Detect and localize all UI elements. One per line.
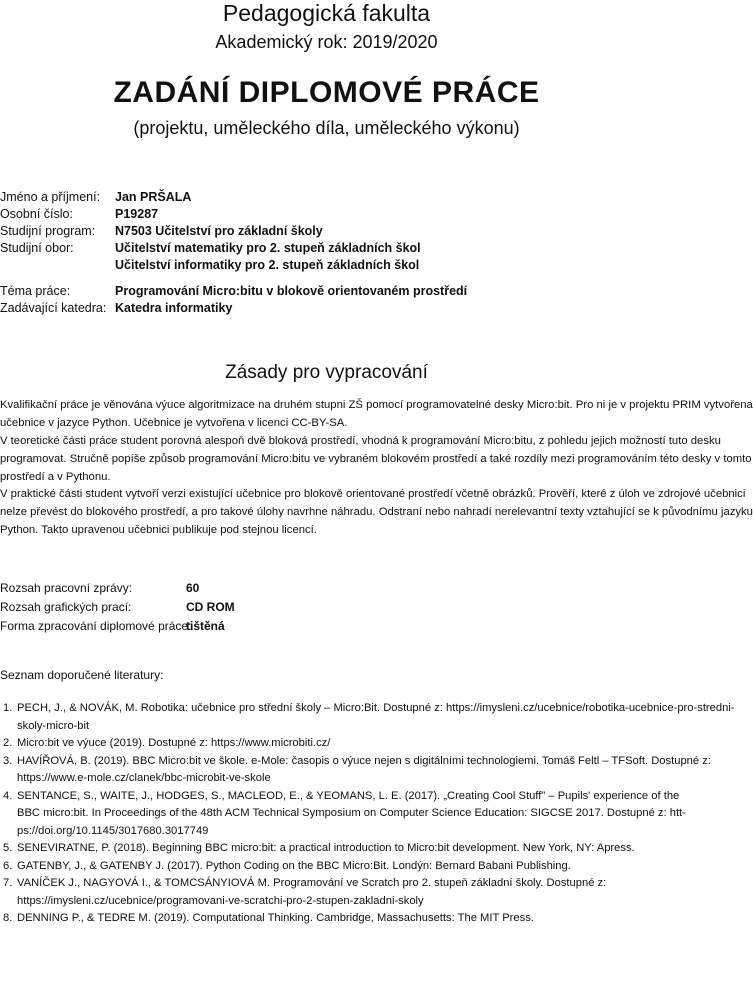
- item-line: Micro:bit ve výuce (2019). Dostupné z: https://www.microbiti.cz/: [17, 737, 331, 749]
- info-row-field: [0, 241, 653, 258]
- item-line: ps://doi.org/10.1145/3017680.3017749: [17, 824, 209, 837]
- item-number: 6.: [3, 859, 13, 872]
- rozsah-label: Rozsah pracovní zprávy:: [0, 581, 133, 595]
- item-line: SENEVIRATNE, P. (2018). Beginning BBC micro:bit: a practical introduction to Micro:bit development. New York, NY: Apress.: [17, 842, 635, 854]
- paragraph-line: učebnice v jazyce Python. Učebnice je vytvořena v licenci CC-BY-SA.: [0, 417, 348, 429]
- rozsah-row: [0, 600, 653, 619]
- info-value: P19287: [115, 207, 159, 221]
- academic-year: Akademický rok: 2019/2020: [215, 32, 438, 52]
- item-number: 5.: [3, 842, 13, 854]
- info-label: Studijní program:: [0, 224, 96, 238]
- item-line: DENNING P., & TEDRE M. (2019). Computational Thinking. Cambridge, Massachusetts: The MIT Press.: [17, 912, 534, 924]
- literature-item: [0, 875, 653, 910]
- paragraph-line: V teoretické části práce student porovná alespoň dvě bloková prostředí, vhodná k programování Micro:bitu, z pohledu jejich možností tuto desku: [0, 435, 721, 447]
- document-subtitle: (projektu, uměleckého díla, uměleckého výkonu): [133, 118, 520, 138]
- info-row-department: [0, 301, 653, 318]
- literature-item: [0, 700, 735, 735]
- literature-list: [0, 700, 735, 928]
- item-number: 8.: [3, 912, 13, 924]
- paragraph-line: prostředí a v Pythonu.: [0, 471, 111, 483]
- item-line: https://www.e-mole.cz/clanek/bbc-microbit-ve-skole: [17, 772, 271, 784]
- info-label: Osobní číslo:: [0, 207, 73, 221]
- item-line: https://imysleni.cz/ucebnice/programovani-ve-scratchi-pro-2-stupen-zakladni-skoly: [17, 894, 424, 907]
- rozsah-label: Forma zpracování diplomové práce:: [0, 619, 192, 633]
- paragraph-line: nelze převést do blokového prostředí, a pro takové úlohy navrhne náhradu. Odstraní nebo nahradí nerelevantní texty vztahující se k původnímu jazyku: [0, 506, 753, 518]
- paragraph-line: V praktické části student vytvoří verzi existující učebnice pro blokově orientované prostředí včetně obrázků. Prověří, které z úloh ve zdrojové učebnici: [0, 488, 746, 500]
- literature-item: [0, 788, 686, 841]
- info-value: Programování Micro:bitu v blokově orientovaném prostředí: [115, 284, 468, 298]
- literature-heading: Seznam doporučené literatury:: [0, 668, 164, 682]
- zasady-heading: Zásady pro vypracování: [225, 362, 428, 383]
- rozsah-row: [0, 581, 653, 600]
- rozsah-section: [0, 581, 653, 638]
- info-label: Jméno a příjmení:: [0, 190, 101, 204]
- item-number: 7.: [3, 877, 13, 889]
- info-value: Učitelství informatiky pro 2. stupeň základních škol: [115, 258, 420, 272]
- student-info: [0, 190, 653, 318]
- zasady-paragraph: [0, 396, 753, 432]
- zasady-paragraph: [0, 432, 752, 486]
- info-value: Učitelství matematiky pro 2. stupeň základních škol: [115, 241, 421, 255]
- rozsah-value: tištěná: [186, 619, 225, 633]
- item-number: 1.: [3, 702, 13, 714]
- info-label: Studijní obor:: [0, 241, 74, 255]
- rozsah-row: [0, 619, 653, 638]
- info-value: Katedra informatiky: [115, 301, 233, 315]
- info-row-program: [0, 224, 653, 241]
- info-row-name: [0, 190, 653, 207]
- paragraph-line: Kvalifikační práce je věnována výuce algoritmizace na druhém stupni ZŠ pomocí programovatelné desky Micro:bit. Pro ni je v projektu PRIM vytvořena: [0, 399, 753, 411]
- literature-item: [0, 858, 653, 876]
- info-label: Zadávající katedra:: [0, 301, 107, 315]
- item-line: BBC micro:bit. In Proceedings of the 48th ACM Technical Symposium on Computer Science Education: SIGCSE 2017. Dostupné z: htt-: [17, 807, 686, 819]
- literature-item: [0, 753, 711, 788]
- item-number: 4.: [3, 789, 13, 802]
- item-line: HAVÍŘOVÁ, B. (2019). BBC Micro:bit ve škole. e-Mole: časopis o výuce nejen s digitálními technologiemi. Tomáš Feltl – TFSoft. Dostupné z:: [17, 754, 711, 767]
- rozsah-value: 60: [186, 581, 200, 595]
- item-number: 2.: [3, 737, 13, 749]
- literature-item: [0, 840, 653, 858]
- info-row-field-2: [0, 258, 653, 275]
- rozsah-label: Rozsah grafických prací:: [0, 600, 132, 614]
- item-line: SENTANCE, S., WAITE, J., HODGES, S., MACLEOD, E., & YEOMANS, L. E. (2017). „Creating Cool Stuff" – Pupils' experience of the: [17, 789, 680, 802]
- literature-item: [0, 735, 653, 753]
- item-line: skoly-micro-bit: [17, 719, 90, 732]
- zasady-paragraph: [0, 485, 753, 539]
- item-line: GATENBY, J., & GATENBY J. (2017). Python Coding on the BBC Micro:Bit. Londýn: Bernard Babani Publishing.: [17, 859, 571, 872]
- faculty-name: Pedagogická fakulta: [222, 0, 431, 26]
- paragraph-line: Python. Takto upravenou učebnici publikuje pod stejnou licencí.: [0, 524, 317, 536]
- info-value: N7503 Učitelství pro základní školy: [115, 224, 323, 238]
- info-row-personal-number: [0, 207, 653, 224]
- literature-item: [0, 910, 653, 928]
- info-label: Téma práce:: [0, 284, 71, 298]
- info-row-topic: [0, 284, 653, 301]
- item-line: VANÍČEK J., NAGYOVÁ I., & TOMCSÁNYIOVÁ M. Programování ve Scratch pro 2. stupeň základní školy. Dostupné z:: [17, 877, 607, 889]
- document-title: ZADÁNÍ DIPLOMOVÉ PRÁCE: [113, 76, 540, 109]
- item-line: PECH, J., & NOVÁK, M. Robotika: učebnice pro střední školy – Micro:Bit. Dostupné z: https://imysleni.cz/ucebnice/robotika-ucebnice-pro-stredni-: [17, 702, 735, 714]
- info-value: Jan PRŠALA: [115, 190, 192, 204]
- item-number: 3.: [3, 754, 13, 767]
- paragraph-line: programovat. Stručně popíše způsob programování Micro:bitu ve vybraném blokovém prostředí a také rozdíly mezi programováním této desky v tomto: [0, 453, 752, 465]
- rozsah-value: CD ROM: [186, 600, 235, 614]
